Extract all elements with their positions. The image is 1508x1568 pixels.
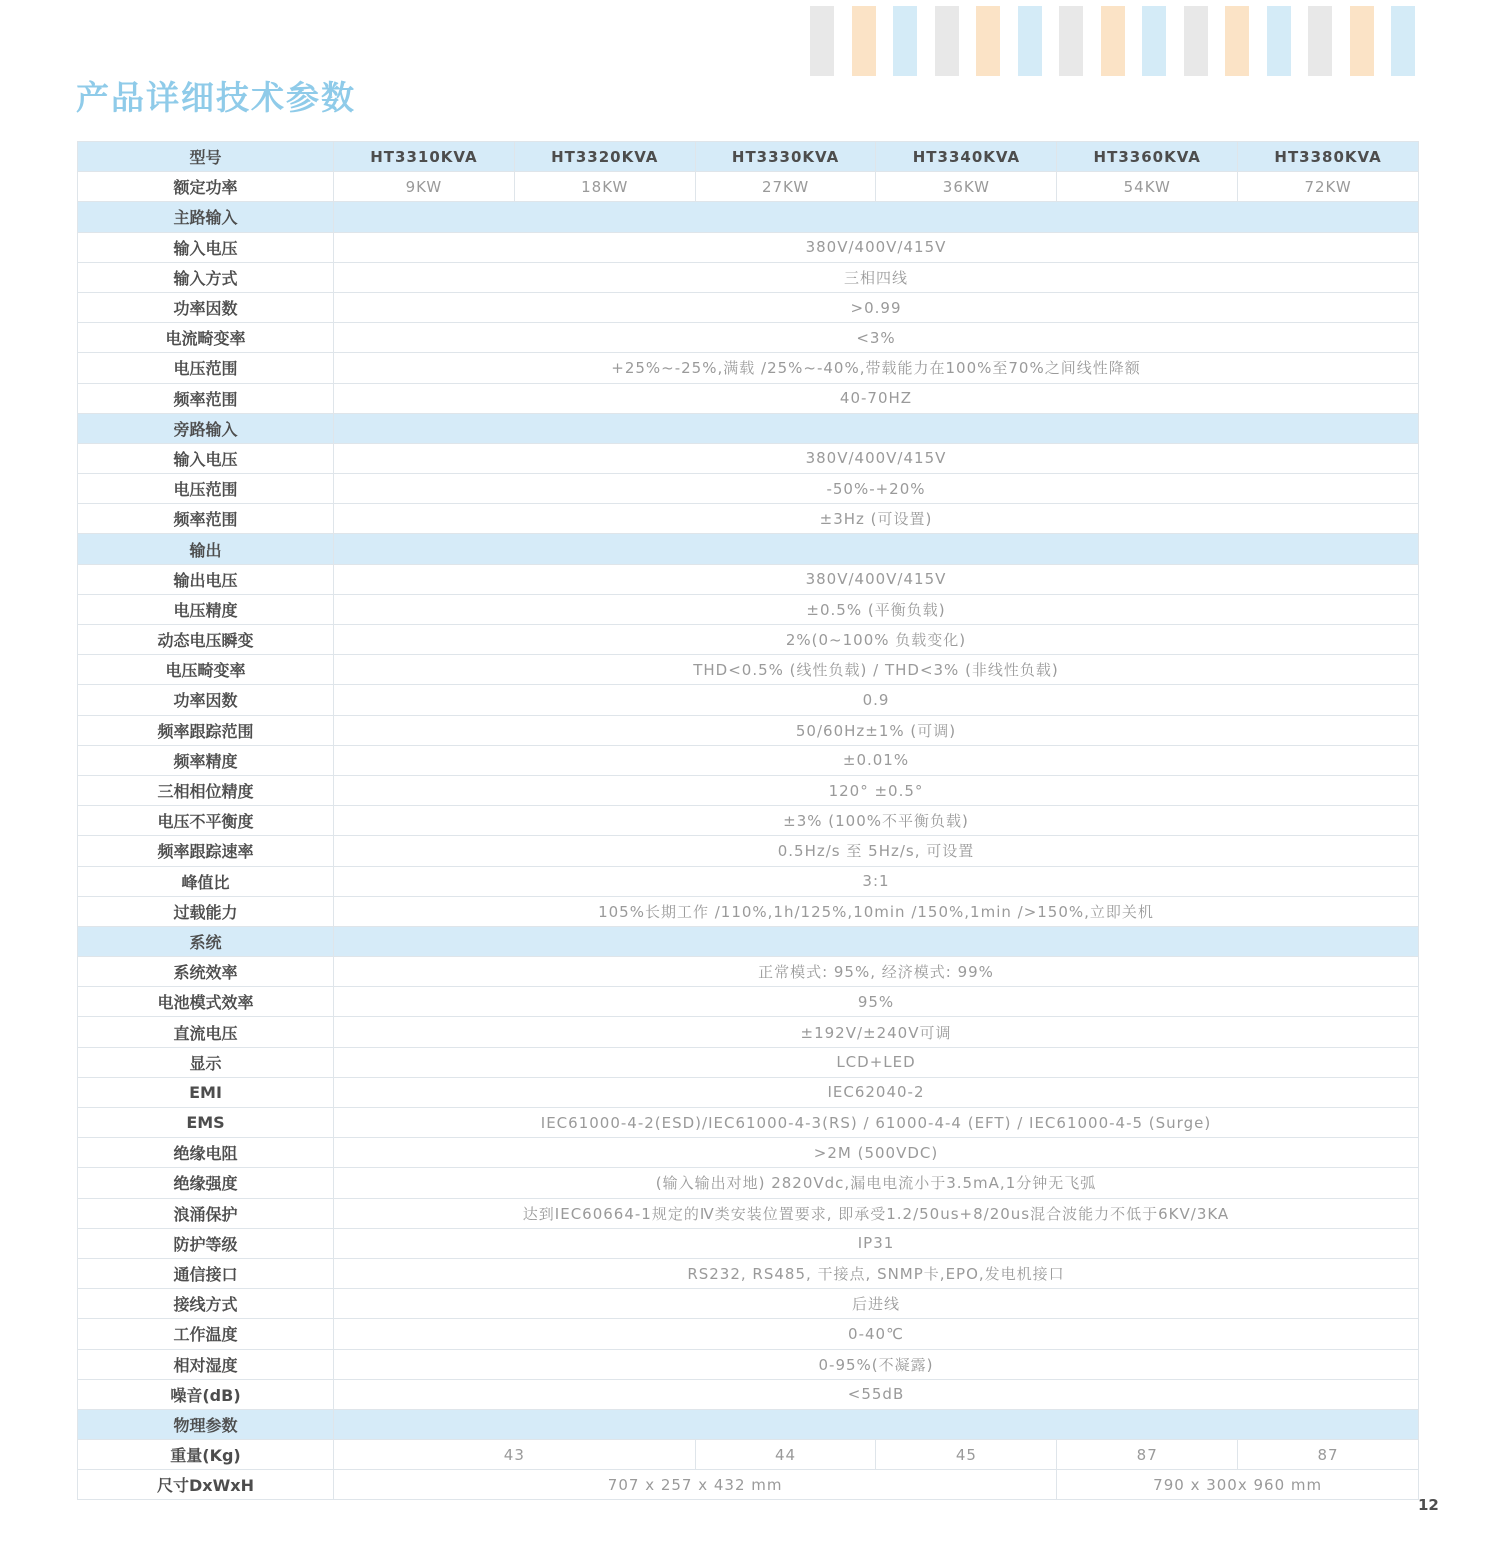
model-name: HT3340KVA: [876, 142, 1057, 172]
row-label: 通信接口: [78, 1258, 334, 1288]
section-fill: [334, 534, 1419, 564]
table-row: [78, 806, 1419, 836]
row-value: 105%长期工作 /110%,1h/125%,10min /150%,1min />150%,立即关机: [334, 896, 1419, 926]
row-value: 三相四线: [334, 262, 1419, 292]
table-row: [78, 625, 1419, 655]
row-label: 频率范围: [78, 383, 334, 413]
section-fill: [334, 202, 1419, 232]
row-value: RS232, RS485, 干接点, SNMP卡,EPO,发电机接口: [334, 1258, 1419, 1288]
table-row: [78, 323, 1419, 353]
table-row: [78, 1168, 1419, 1198]
table-row: [78, 1349, 1419, 1379]
row-value: +25%~-25%,满载 /25%~-40%,带载能力在100%至70%之间线性降额: [334, 353, 1419, 383]
row-value: (输入输出对地) 2820Vdc,漏电电流小于3.5mA,1分钟无飞弧: [334, 1168, 1419, 1198]
row-value: THD<0.5% (线性负载) / THD<3% (非线性负载): [334, 655, 1419, 685]
row-label: EMI: [78, 1077, 334, 1107]
table-row: [78, 957, 1419, 987]
section-row: [78, 926, 1419, 956]
row-label: 额定功率: [78, 172, 334, 202]
table-row: [78, 836, 1419, 866]
model-label: 型号: [78, 142, 334, 172]
table-row: [78, 1047, 1419, 1077]
model-name: HT3380KVA: [1238, 142, 1419, 172]
row-label: 输出电压: [78, 564, 334, 594]
row-value: 后进线: [334, 1289, 1419, 1319]
table-row: [78, 443, 1419, 473]
row-label: 浪涌保护: [78, 1198, 334, 1228]
table-row: [78, 474, 1419, 504]
table-row: [78, 1138, 1419, 1168]
spec-table: [77, 141, 1419, 1500]
decorative-stripe: [1267, 6, 1291, 76]
table-row: [78, 1440, 1419, 1470]
decorative-stripe: [976, 6, 1000, 76]
table-row: [78, 1108, 1419, 1138]
table-row: [78, 1289, 1419, 1319]
decorative-stripe: [810, 6, 834, 76]
row-label: 频率范围: [78, 504, 334, 534]
row-label: 频率跟踪速率: [78, 836, 334, 866]
row-label: 相对湿度: [78, 1349, 334, 1379]
table-row: [78, 594, 1419, 624]
section-fill: [334, 926, 1419, 956]
row-label: 功率因数: [78, 685, 334, 715]
decorative-stripe: [1059, 6, 1083, 76]
row-label: 电压不平衡度: [78, 806, 334, 836]
power-value: 36KW: [876, 172, 1057, 202]
row-value: ±3% (100%不平衡负载): [334, 806, 1419, 836]
decorative-stripe: [893, 6, 917, 76]
row-value: 0.5Hz/s 至 5Hz/s, 可设置: [334, 836, 1419, 866]
row-label: 显示: [78, 1047, 334, 1077]
row-value: IP31: [334, 1228, 1419, 1258]
row-value: >2M (500VDC): [334, 1138, 1419, 1168]
decorative-stripes: [810, 6, 1430, 76]
row-label: 输入电压: [78, 232, 334, 262]
decorative-stripe: [1308, 6, 1332, 76]
row-label: 工作温度: [78, 1319, 334, 1349]
decorative-stripe: [1350, 6, 1374, 76]
table-row: [78, 655, 1419, 685]
row-value: 0-40℃: [334, 1319, 1419, 1349]
power-value: 18KW: [514, 172, 695, 202]
row-label: 电池模式效率: [78, 987, 334, 1017]
model-name: HT3320KVA: [514, 142, 695, 172]
row-label: 电流畸变率: [78, 323, 334, 353]
section-title: 旁路输入: [78, 413, 334, 443]
size-value: 707 x 257 x 432 mm: [334, 1470, 1057, 1500]
row-value: 0.9: [334, 685, 1419, 715]
row-label: 系统效率: [78, 957, 334, 987]
section-title: 主路输入: [78, 202, 334, 232]
power-value: 27KW: [695, 172, 876, 202]
table-row: [78, 232, 1419, 262]
row-label: 绝缘强度: [78, 1168, 334, 1198]
table-row: [78, 564, 1419, 594]
page-number: 12: [1418, 1496, 1439, 1514]
table-row: [78, 1228, 1419, 1258]
section-fill: [334, 413, 1419, 443]
table-row: [78, 1379, 1419, 1409]
row-value: 95%: [334, 987, 1419, 1017]
row-label: 动态电压瞬变: [78, 625, 334, 655]
row-label: 电压畸变率: [78, 655, 334, 685]
row-value: 2%(0~100% 负载变化): [334, 625, 1419, 655]
row-value: ±192V/±240V可调: [334, 1017, 1419, 1047]
table-row: [78, 262, 1419, 292]
decorative-stripe: [1391, 6, 1415, 76]
row-label: 频率跟踪范围: [78, 715, 334, 745]
section-title: 输出: [78, 534, 334, 564]
table-row: [78, 1470, 1419, 1500]
row-value: 达到IEC60664-1规定的Ⅳ类安装位置要求, 即承受1.2/50us+8/20us混合波能力不低于6KV/3KA: [334, 1198, 1419, 1228]
row-value: ±0.5% (平衡负载): [334, 594, 1419, 624]
row-value: <55dB: [334, 1379, 1419, 1409]
row-value: ±0.01%: [334, 745, 1419, 775]
section-title: 系统: [78, 926, 334, 956]
row-label: 电压范围: [78, 353, 334, 383]
row-value: IEC61000-4-2(ESD)/IEC61000-4-3(RS) / 61000-4-4 (EFT) / IEC61000-4-5 (Surge): [334, 1108, 1419, 1138]
weight-value: 45: [876, 1440, 1057, 1470]
weight-value: 44: [695, 1440, 876, 1470]
table-row: [78, 1198, 1419, 1228]
table-row: [78, 292, 1419, 322]
power-value: 72KW: [1238, 172, 1419, 202]
row-value: 50/60Hz±1% (可调): [334, 715, 1419, 745]
section-row: [78, 534, 1419, 564]
section-row: [78, 413, 1419, 443]
row-value: 380V/400V/415V: [334, 232, 1419, 262]
row-label: 尺寸DxWxH: [78, 1470, 334, 1500]
row-label: 重量(Kg): [78, 1440, 334, 1470]
row-label: 频率精度: [78, 745, 334, 775]
table-row: [78, 987, 1419, 1017]
table-header-row: [78, 142, 1419, 172]
page-title: 产品详细技术参数: [76, 78, 356, 117]
row-label: 噪音(dB): [78, 1379, 334, 1409]
row-label: 直流电压: [78, 1017, 334, 1047]
table-row: [78, 685, 1419, 715]
decorative-stripe: [852, 6, 876, 76]
weight-value: 87: [1238, 1440, 1419, 1470]
table-row: [78, 1319, 1419, 1349]
row-label: 三相相位精度: [78, 775, 334, 805]
decorative-stripe: [1225, 6, 1249, 76]
row-label: 绝缘电阻: [78, 1138, 334, 1168]
table-row: [78, 1077, 1419, 1107]
row-value: LCD+LED: [334, 1047, 1419, 1077]
size-value: 790 x 300x 960 mm: [1057, 1470, 1419, 1500]
model-name: HT3310KVA: [334, 142, 515, 172]
power-value: 54KW: [1057, 172, 1238, 202]
row-value: >0.99: [334, 292, 1419, 322]
model-name: HT3360KVA: [1057, 142, 1238, 172]
section-fill: [334, 1409, 1419, 1439]
row-value: -50%-+20%: [334, 474, 1419, 504]
section-title: 物理参数: [78, 1409, 334, 1439]
table-row: [78, 775, 1419, 805]
decorative-stripe: [1018, 6, 1042, 76]
row-value: 380V/400V/415V: [334, 443, 1419, 473]
row-label: 电压精度: [78, 594, 334, 624]
weight-value: 43: [334, 1440, 696, 1470]
row-value: 40-70HZ: [334, 383, 1419, 413]
row-value: <3%: [334, 323, 1419, 353]
decorative-stripe: [1101, 6, 1125, 76]
decorative-stripe: [1184, 6, 1208, 76]
table-row: [78, 1258, 1419, 1288]
model-name: HT3330KVA: [695, 142, 876, 172]
table-row: [78, 353, 1419, 383]
row-value: 120° ±0.5°: [334, 775, 1419, 805]
row-label: 输入电压: [78, 443, 334, 473]
table-row: [78, 1017, 1419, 1047]
row-value: 380V/400V/415V: [334, 564, 1419, 594]
table-row: [78, 172, 1419, 202]
table-row: [78, 866, 1419, 896]
table-row: [78, 383, 1419, 413]
row-label: 电压范围: [78, 474, 334, 504]
decorative-stripe: [1142, 6, 1166, 76]
row-value: 正常模式: 95%, 经济模式: 99%: [334, 957, 1419, 987]
row-label: 功率因数: [78, 292, 334, 322]
row-value: 3:1: [334, 866, 1419, 896]
row-label: 防护等级: [78, 1228, 334, 1258]
table-row: [78, 504, 1419, 534]
row-label: 接线方式: [78, 1289, 334, 1319]
decorative-stripe: [935, 6, 959, 76]
section-row: [78, 1409, 1419, 1439]
section-row: [78, 202, 1419, 232]
table-row: [78, 745, 1419, 775]
row-value: 0-95%(不凝露): [334, 1349, 1419, 1379]
row-label: 过载能力: [78, 896, 334, 926]
row-label: EMS: [78, 1108, 334, 1138]
table-row: [78, 896, 1419, 926]
row-label: 峰值比: [78, 866, 334, 896]
row-value: ±3Hz (可设置): [334, 504, 1419, 534]
power-value: 9KW: [334, 172, 515, 202]
weight-value: 87: [1057, 1440, 1238, 1470]
row-value: IEC62040-2: [334, 1077, 1419, 1107]
table-row: [78, 715, 1419, 745]
row-label: 输入方式: [78, 262, 334, 292]
